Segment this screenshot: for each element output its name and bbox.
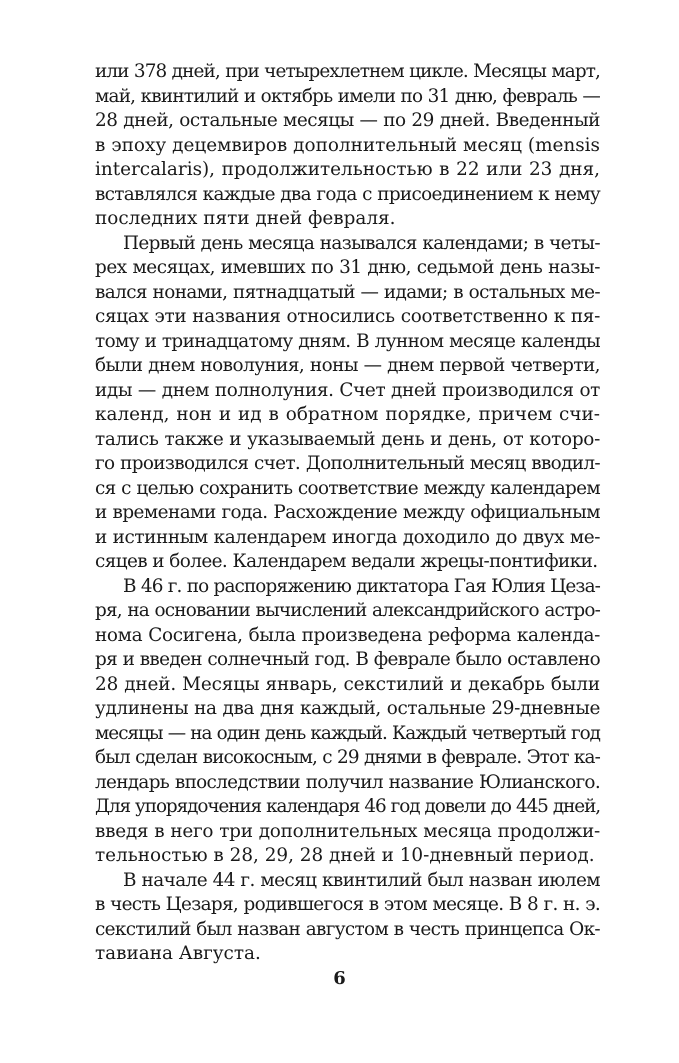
text-line: Первый день месяца назывался календами; в четы- <box>123 232 600 254</box>
text-line: иды — днем полнолуния. Счет дней производился от <box>95 379 600 401</box>
text-line: удлинены на два дня каждый, остальные 29-дневные <box>95 698 600 719</box>
text-line: ся с целью сохранить соответствие между календарем <box>95 477 600 499</box>
text-line: тельностью в 28, 29, 28 дней и 10-дневный период. <box>95 845 595 866</box>
text-line: секстилий был назван августом в честь принцепса Ок- <box>95 918 600 940</box>
text-line: ря и введен солнечный год. В феврале было оставлено <box>95 649 600 670</box>
text-line: тому и тринадцатому дням. В лунном месяце календы <box>95 330 600 352</box>
text-line: в эпоху децемвиров дополнительный месяц (mensis <box>95 134 600 156</box>
text-line: и временами года. Расхождение между официальным <box>95 502 600 523</box>
text-line: последних пяти дней февраля. <box>95 208 396 229</box>
text-line: вставлялся каждые два года с присоединением к нему <box>95 183 600 205</box>
text-line: лендарь впоследствии получил название Юлианского. <box>95 771 600 793</box>
text-line: В начале 44 г. месяц квинтилий был назван июлем <box>123 869 600 891</box>
paragraph <box>95 575 600 869</box>
text-line: май, квинтилий и октябрь имели по 31 дню, февраль — <box>95 85 600 107</box>
text-line: в честь Цезаря, родившегося в этом месяце. В 8 г. н. э. <box>95 894 600 915</box>
text-line: введя в него три дополнительных месяца продолжи- <box>95 820 600 842</box>
text-line: были днем новолуния, ноны — днем первой четверти, <box>95 355 600 376</box>
text-line: тавиана Августа. <box>95 943 261 964</box>
text-line: вался нонами, пятнадцатый — идами; в остальных ме- <box>95 281 600 303</box>
paragraph <box>95 60 600 232</box>
text-line: сяцев и более. Календарем ведали жрецы-понтифики. <box>95 551 598 572</box>
body-text <box>95 60 600 967</box>
text-line: Для упорядочения календаря 46 год довели до 445 дней, <box>95 796 600 817</box>
text-line: 28 дней. Месяцы январь, секстилий и декабрь были <box>95 673 600 695</box>
text-line: месяцы — на один день каждый. Каждый четвертый год <box>95 722 600 744</box>
text-line: или 378 дней, при четырехлетнем цикле. Месяцы март, <box>95 61 600 82</box>
text-line: рех месяцах, имевших по 31 дню, седьмой день назы- <box>95 257 600 278</box>
text-line: го производился счет. Дополнительный месяц вводил- <box>95 453 600 474</box>
text-line: ря, на основании вычислений александрийского астро- <box>95 600 600 621</box>
text-line: В 46 г. по распоряжению диктатора Гая Юлия Цеза- <box>123 575 600 597</box>
text-line: был сделан високосным, с 29 днями в феврале. Этот ка- <box>95 747 600 768</box>
text-line: календ, нон и ид в обратном порядке, причем счи- <box>95 404 600 425</box>
text-line: нома Сосигена, была произведена реформа календа- <box>95 624 600 646</box>
text-line: сяцах эти названия относились соответственно к пя- <box>95 306 600 327</box>
text-line: тались также и указываемый день и день, от которо- <box>95 428 600 450</box>
text-line: и истинным календарем иногда доходило до двух ме- <box>95 526 600 548</box>
paragraph <box>95 869 600 967</box>
paragraph <box>95 232 600 575</box>
text-line: 28 дней, остальные месяцы — по 29 дней. Введенный <box>95 110 600 131</box>
text-line: intercalaris), продолжительностью в 22 или 23 дня, <box>95 159 600 180</box>
page-number: 6 <box>333 968 346 989</box>
